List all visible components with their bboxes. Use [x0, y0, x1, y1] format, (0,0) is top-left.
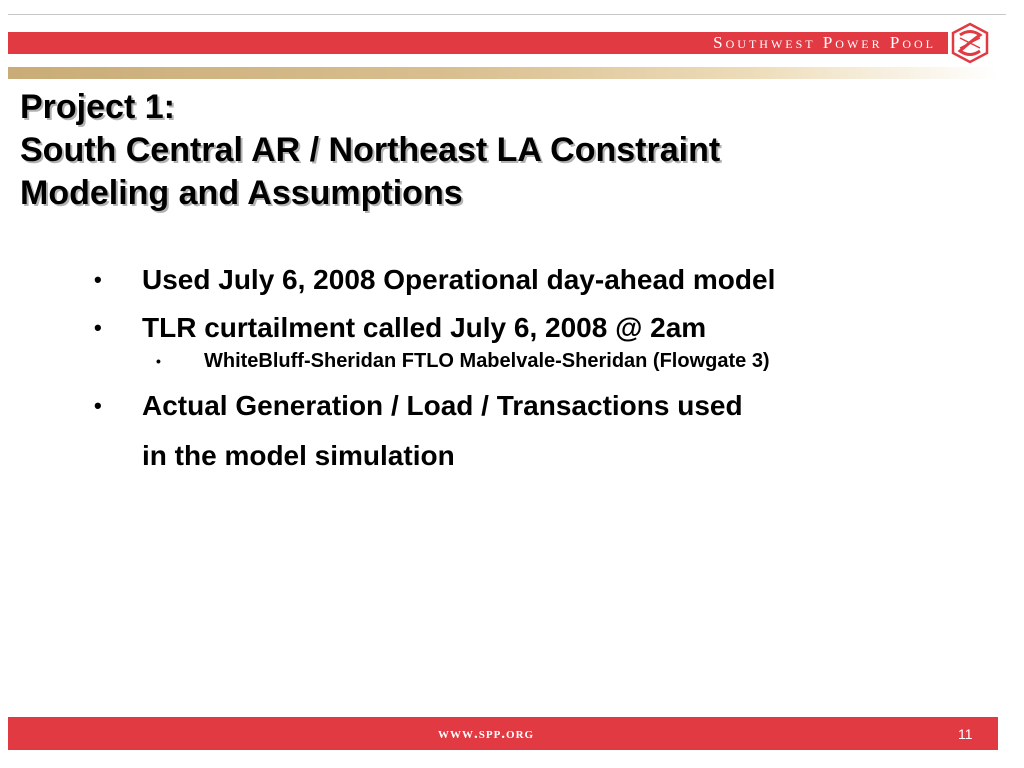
- brand-name: Southwest Power Pool: [713, 33, 936, 52]
- page-number: 11: [958, 726, 973, 742]
- footer-url: www.spp.org: [438, 726, 535, 742]
- bullet-dot: •: [94, 267, 102, 292]
- bullet-dot: •: [156, 353, 161, 369]
- bullet-text: Actual Generation / Load / Transactions used: [142, 390, 743, 421]
- title-line: Project 1:: [20, 88, 175, 126]
- top-rule: [8, 14, 1006, 15]
- bullet-dot: •: [94, 315, 102, 340]
- spp-logo-icon: [950, 22, 990, 64]
- bullet-item: [0, 306, 1024, 350]
- bullet-text: Used July 6, 2008 Operational day-ahead model: [142, 264, 776, 295]
- bullet-list: [0, 258, 1024, 482]
- sub-bullet-item: [0, 346, 1024, 376]
- tan-accent-bar: [8, 67, 998, 79]
- bullet-text-continuation: in the model simulation: [142, 440, 455, 471]
- bullet-item: [0, 258, 1024, 302]
- bullet-text: TLR curtailment called July 6, 2008 @ 2am: [142, 312, 707, 343]
- title-line: Modeling and Assumptions: [20, 174, 463, 212]
- title-line: South Central AR / Northeast LA Constraint: [20, 131, 721, 169]
- bullet-text: WhiteBluff-Sheridan FTLO Mabelvale-Sheridan (Flowgate 3): [204, 350, 770, 372]
- bullet-item: [0, 384, 1024, 478]
- bullet-dot: •: [94, 393, 102, 418]
- slide-title: [20, 86, 1010, 215]
